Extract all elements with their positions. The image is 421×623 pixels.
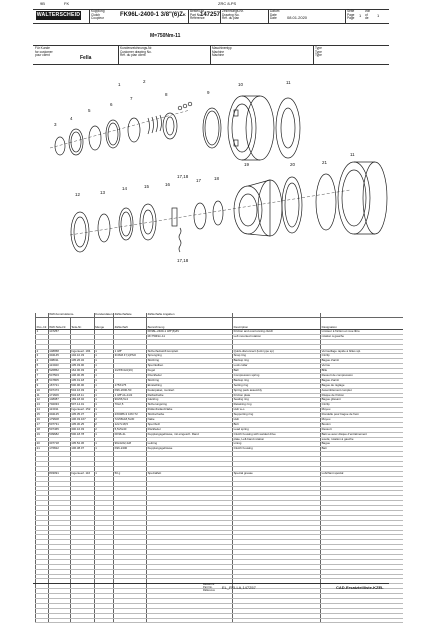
- cell-qty: 2: [94, 418, 113, 423]
- cell-part-no: 504.18.11: [70, 393, 94, 398]
- cell-pos: 9: [36, 383, 49, 388]
- callout-13: 13: [100, 190, 106, 195]
- cell-description: Snap ring: [233, 354, 321, 359]
- cell-bezeichnung: Kupplungsgehäuse, mit eingesch. Rand: [147, 432, 233, 437]
- customer-labels: Für Kunde for customer pour client: [35, 46, 53, 58]
- cell-ww-part: 176822: [48, 447, 70, 452]
- cell-bezeichnung: Spezialfett: [147, 471, 233, 476]
- top-header-angaben: Zählerhafte Angaben: [147, 313, 233, 318]
- callout-8: 8: [165, 92, 168, 97]
- cell-pos: 2: [36, 349, 49, 354]
- cell-dims: 1 3/8"x2+11/2: [114, 393, 147, 398]
- cell-description: [233, 618, 321, 623]
- callout-12: 12: [75, 192, 81, 197]
- cell-pos: 20: [36, 442, 49, 447]
- cell-part-no: 189.18.02: [70, 398, 94, 403]
- cell-bezeichnung: FK96L-2400-1 3/8"(6)ZV: [147, 330, 233, 335]
- type-labels: Type Type Type: [315, 46, 322, 58]
- callout-14: 14: [122, 186, 128, 191]
- cell-part-no: 164.00.03: [70, 369, 94, 374]
- cell-bezeichnung: Sicherungsring: [147, 403, 233, 408]
- cell-designation: rotation à gauche: [321, 334, 403, 339]
- cell-bezeichnung: M=750Nm-11: [147, 334, 233, 339]
- cell-bezeichnung: Sperrbolz: [147, 422, 233, 427]
- cell-dims: FK96-4L: [114, 432, 147, 437]
- cell-qty: 1: [94, 359, 113, 364]
- cell-description: Friction plate: [233, 393, 321, 398]
- cell-description: Ball: [233, 369, 321, 374]
- cell-ww-part: 547503: [48, 374, 70, 379]
- cell-pos: 11: [36, 393, 49, 398]
- callout-7: 7: [130, 96, 133, 101]
- cell-part-no: 300.16.03: [70, 427, 94, 432]
- callout-19: 19: [244, 162, 250, 167]
- cell-pos: 5: [36, 364, 49, 369]
- callout-17: 17: [196, 178, 202, 183]
- cell-bezeichnung: Federpaket, montiert: [147, 388, 233, 393]
- cell-part-no: 500.96.00: [70, 383, 94, 388]
- cell-bezeichnung: Sperrkolben: [147, 364, 233, 369]
- cell-description: Quick-disconnect (lock type sp): [233, 349, 321, 354]
- of-labels: von of de: [365, 9, 371, 21]
- cell-qty: 1: [94, 398, 113, 403]
- cell-part-no: 102.10.33: [70, 354, 94, 359]
- cell-qty: 1: [94, 374, 113, 379]
- cell-ww-part: 171606: [48, 393, 70, 398]
- cell-description: Hub: [233, 418, 321, 423]
- cell-pos: 3: [36, 354, 49, 359]
- cell-qty: 1: [94, 364, 113, 369]
- date-value: 08.01.2020: [287, 15, 308, 20]
- spec-label: M=750Nm-11: [150, 33, 181, 39]
- cell-bezeichnung: Einstellring: [147, 383, 233, 388]
- part-no-labels: Bestell-Nr. Part No. Référence: [190, 9, 205, 21]
- cell-pos: 19: [36, 432, 49, 437]
- cell-designation: Assemblement complet: [321, 388, 403, 393]
- part-no: 147257: [200, 12, 221, 18]
- callout-17-18: 17,18: [177, 174, 189, 179]
- cell-ww-part: 113023: [48, 364, 70, 369]
- cell-dims: 96x4x62,4x8: [114, 442, 147, 447]
- cell-pos: 21: [36, 447, 49, 452]
- cell-dims: 90x56,5x4: [114, 398, 147, 403]
- cell-dims: K96-2400: [114, 447, 147, 452]
- cell-designation: Rondelle pour bague de frein: [321, 413, 403, 418]
- cell-qty: 2: [94, 427, 113, 432]
- cell-designation: Circlip: [321, 403, 403, 408]
- cell-description: Sealing ring: [233, 398, 321, 403]
- callout-1: 1: [118, 82, 121, 87]
- cell-pos: 16: [36, 418, 49, 423]
- cell-bezeichnung: [147, 618, 233, 623]
- callout-15: 15: [144, 184, 150, 189]
- cell-qty: 1: [94, 408, 113, 413]
- cell-pos: 15: [36, 413, 49, 418]
- cell-part-no: 105.03.00: [70, 364, 94, 369]
- cell-designation: Bille: [321, 369, 403, 374]
- cell-pos: 1: [36, 330, 49, 335]
- cell-dims: 175X175: [114, 383, 147, 388]
- table-row: [36, 618, 403, 623]
- cell-designation: Bague d'arrêt: [321, 359, 403, 364]
- cell-bezeichnung: Nabe: [147, 418, 233, 423]
- exploded-view-drawing: [30, 70, 390, 285]
- cell-designation: Limiteur à friction et roue libre: [321, 330, 403, 335]
- cell-description: Bolt: [233, 422, 321, 427]
- cell-part-no: 106.00.05: [70, 374, 94, 379]
- cell-designation: Bati: [321, 447, 403, 452]
- cell-qty: 1: [94, 447, 113, 452]
- cell-bezeichnung: Stützring: [147, 378, 233, 383]
- top-left-code: 9B: [40, 1, 45, 6]
- callout-3: 3: [54, 122, 57, 127]
- cell-description: Clutch housing with welded drive: [233, 432, 321, 437]
- cell-dims: 1/2X5/4x3(16): [114, 369, 147, 374]
- cell-bezeichnung: Gleitring: [147, 398, 233, 403]
- cell-dims: 70x2,5: [114, 403, 147, 408]
- cell-description: Backup ring: [233, 378, 321, 383]
- cell-description: plate, Left-hand rotation: [233, 437, 321, 442]
- cell-ww-part: 507473: [48, 388, 70, 393]
- cell-pos: 6: [36, 369, 49, 374]
- cell-ww-part: 308011: [48, 359, 70, 364]
- cell-ww-part: 803091: [48, 471, 70, 476]
- customer-name: Fella: [80, 55, 92, 61]
- machine-labels: Maschinentyp Machine Machine: [212, 46, 232, 58]
- cell-designation: Bati-ve avec disque d'entraînement: [321, 432, 403, 437]
- cell-part-no: Ingenieerl. 116: [70, 471, 94, 476]
- cell-description: Supporting ring: [233, 413, 321, 418]
- item-labels: Kupplung Clutch Coupleur: [91, 9, 105, 21]
- cell-pos: 8: [36, 378, 49, 383]
- callout-11: 11: [286, 80, 291, 85]
- top-header-zaehler: Zählerhaftete: [114, 313, 147, 318]
- top-header-kunden: Kundendaten: [95, 313, 113, 316]
- cell-description: Lining: [233, 442, 321, 447]
- cell-description: Backup ring: [233, 359, 321, 364]
- cell-bezeichnung: Rückfeder: [147, 427, 233, 432]
- cell-dims: 1 3/8": [114, 349, 147, 354]
- page-number: 1: [359, 13, 362, 18]
- cell-pos: 17: [36, 422, 49, 427]
- callout-10: 10: [238, 82, 244, 87]
- header-pos: Pos.-Nr.: [36, 318, 49, 330]
- drawing-no-labels: Zeichnungs-Nr. Drawing No. Réf. du plan: [222, 9, 244, 21]
- cell-pos: 12: [36, 398, 49, 403]
- cell-part-no: 106.03.167: [70, 418, 94, 423]
- callout-6: 6: [110, 102, 113, 107]
- parts-table: [35, 313, 403, 623]
- cell-description: Compression spring: [233, 374, 321, 379]
- cell-designation: Ressort: [321, 427, 403, 432]
- cell-ww-part: 507465: [48, 427, 70, 432]
- cell-description: Special grease: [233, 471, 321, 476]
- cell-pos: 18: [36, 427, 49, 432]
- cell-qty: 1: [94, 403, 113, 408]
- cell-bezeichnung: Sprengring: [147, 354, 233, 359]
- cell-bezeichnung: Reibscheibe: [147, 393, 233, 398]
- cell-description: Left mounted rotation: [233, 334, 321, 339]
- cell-pos: 4: [36, 359, 49, 364]
- cell-qty: 1: [94, 383, 113, 388]
- header-part: Teile-Nr.: [70, 318, 94, 330]
- callout-9: 9: [207, 90, 210, 95]
- cell-part-no: 105.52.36: [70, 442, 94, 447]
- cell-designation: Verrou: [321, 364, 403, 369]
- cell-dims: 12x7x18,5: [114, 422, 147, 427]
- cell-pos: [36, 618, 49, 623]
- header-bezeichnung: Bezeichnung: [147, 318, 233, 330]
- cell-ww-part: 702033: [48, 403, 70, 408]
- cell-designation: soudé, rotation à gauche: [321, 437, 403, 442]
- cell-qty: 1: [94, 378, 113, 383]
- footer-labels: Bestell-Nr. Part No. Référence: [203, 583, 215, 592]
- walterscheid-logo: WALTERSCHEID: [36, 12, 81, 18]
- cell-part-no: Ingenieerl. 184: [70, 349, 94, 354]
- cell-dims: 72x58x18,5x30: [114, 418, 147, 423]
- callout-16: 16: [165, 182, 171, 187]
- cell-designation: Bague: [321, 442, 403, 447]
- cell-designation: Ressort de compression: [321, 374, 403, 379]
- cell-part-no: 504.16.03: [70, 388, 94, 393]
- cell-designation: Moyeu: [321, 408, 403, 413]
- cell-designation: Verrouillage rapide à billes spl.: [321, 349, 403, 354]
- cell-part-no: 106.38.07: [70, 447, 94, 452]
- callout-18: 18: [214, 176, 220, 181]
- cell-dims: [114, 618, 147, 623]
- cell-ww-part: 179608: [48, 418, 70, 423]
- cell-dims: 50 g: [114, 471, 147, 476]
- cell-bezeichnung: Stützscheibe: [147, 413, 233, 418]
- cell-designation: Bague de réglage: [321, 383, 403, 388]
- cell-qty: 1: [94, 471, 113, 476]
- cell-dims: 2X0086-3 106=72: [114, 413, 147, 418]
- cell-ww-part: 307718: [48, 442, 70, 447]
- cell-designation: Bague glissant: [321, 398, 403, 403]
- header-qty: Menge: [94, 318, 113, 330]
- cell-qty: 1: [94, 413, 113, 418]
- footer-ref: EL_FELLA,147257: [222, 585, 256, 590]
- customer-drawing-labels: Kundenzeichnungs-Nr. Customer drawing No. Réf. du plan client: [120, 46, 153, 58]
- cell-part-no: 105.01.18: [70, 378, 94, 383]
- cell-description: Friction and overrunning clutch: [233, 330, 321, 335]
- cell-pos: 10: [36, 388, 49, 393]
- header-ww-part: WW-Teile-Nr.: [48, 318, 70, 330]
- cell-ww-part: 304125: [48, 413, 70, 418]
- cell-part-no: 507.14.01: [70, 403, 94, 408]
- cell-qty: 1: [94, 432, 113, 437]
- cell-ww-part: 547805: [48, 378, 70, 383]
- cell-ww-part: 113011: [48, 408, 70, 413]
- item-code: FK96L-2400-1 3/8"(6)ZK: [120, 12, 186, 18]
- callout-4: 4: [70, 116, 73, 121]
- cell-designation: Lubrifiant spécial: [321, 471, 403, 476]
- cell-description: Spring pack assembly: [233, 388, 321, 393]
- top-left-code-2: FK: [64, 1, 70, 6]
- cell-description: Hub w-o: [233, 408, 321, 413]
- cell-part-no: 500.18.78: [70, 432, 94, 437]
- cell-description: Setting ring: [233, 383, 321, 388]
- date-labels: Datum Date Date: [270, 9, 280, 21]
- cell-bezeichnung: Druckfeder: [147, 374, 233, 379]
- cell-qty: 1: [94, 393, 113, 398]
- header-description: Description: [233, 318, 321, 330]
- cell-bezeichnung: Kupplungsgehäuse: [147, 447, 233, 452]
- cell-bezeichnung: Rollenfreilauf-Nabe: [147, 408, 233, 413]
- cell-ww-part: 304145: [48, 354, 70, 359]
- cell-ww-part: 148087: [48, 398, 70, 403]
- cell-dims: 3/4SM 4"(1)PSO: [114, 354, 147, 359]
- cell-ww-part: [48, 618, 70, 623]
- cell-description: Lead spring: [233, 427, 321, 432]
- cell-part-no: 105.26.32: [70, 359, 94, 364]
- footer-title: CAD-Ersatzteilliste-KZEL: [336, 585, 384, 590]
- cell-ww-part: 167721: [48, 383, 70, 388]
- cell-designation: Moyeu: [321, 418, 403, 423]
- cell-bezeichnung: Kugel: [147, 369, 233, 374]
- header-designation: Désignation: [321, 318, 403, 330]
- cell-qty: 2: [94, 422, 113, 427]
- cell-description: Lock collar: [233, 364, 321, 369]
- cell-designation: [321, 618, 403, 623]
- cell-designation: Disque de friction: [321, 393, 403, 398]
- callout-21: 21: [322, 160, 328, 165]
- cell-designation: Circlip: [321, 354, 403, 359]
- cell-designation: Boulon: [321, 422, 403, 427]
- cell-qty: [94, 618, 113, 623]
- cell-part-no: 105.35.37: [70, 413, 94, 418]
- header-dims: Zählerhaft: [114, 318, 147, 330]
- cell-qty: 1: [94, 349, 113, 354]
- cell-description: Retaining ring: [233, 403, 321, 408]
- cell-part-no: 105.30.25: [70, 422, 94, 427]
- cell-description: Clutch housing: [233, 447, 321, 452]
- cell-qty: 3: [94, 369, 113, 374]
- cell-ww-part: 148958: [48, 349, 70, 354]
- cell-part-no: Ingenieerl. 152: [70, 408, 94, 413]
- cell-pos: 13: [36, 403, 49, 408]
- cell-bezeichnung: Leitring: [147, 442, 233, 447]
- cell-part-no: [70, 618, 94, 623]
- cell-qty: 1: [94, 354, 113, 359]
- cell-pos: 14: [36, 408, 49, 413]
- page-total: 1: [377, 13, 380, 18]
- callout-11b: 11: [350, 152, 355, 157]
- cell-ww-part: 147257: [48, 330, 70, 335]
- cell-ww-part: 526852: [48, 369, 70, 374]
- callout-17-18-bottom: 17,18: [177, 258, 189, 263]
- cell-qty: 1: [94, 442, 113, 447]
- top-header-ww: WW-Konstruktions-: [48, 313, 94, 318]
- cell-bezeichnung: Sicherheitsstift komplett: [147, 349, 233, 354]
- callout-2: 2: [143, 79, 146, 84]
- table-header-row: [36, 318, 403, 330]
- cell-pos: 7: [36, 374, 49, 379]
- page-labels: Seite Page Page: [347, 9, 355, 21]
- cell-ww-part: 509682: [48, 432, 70, 437]
- callout-20: 20: [290, 162, 296, 167]
- cell-ww-part: 507731: [48, 422, 70, 427]
- cell-designation: Bague d'arrêt: [321, 378, 403, 383]
- cell-bezeichnung: Stützring: [147, 359, 233, 364]
- cell-dims: K96-2600-50: [114, 388, 147, 393]
- top-center-code: ZRC 8-PS: [218, 1, 237, 6]
- callout-5: 5: [88, 108, 91, 113]
- cell-qty: 1: [94, 388, 113, 393]
- cell-dims: 5,5x5x40: [114, 427, 147, 432]
